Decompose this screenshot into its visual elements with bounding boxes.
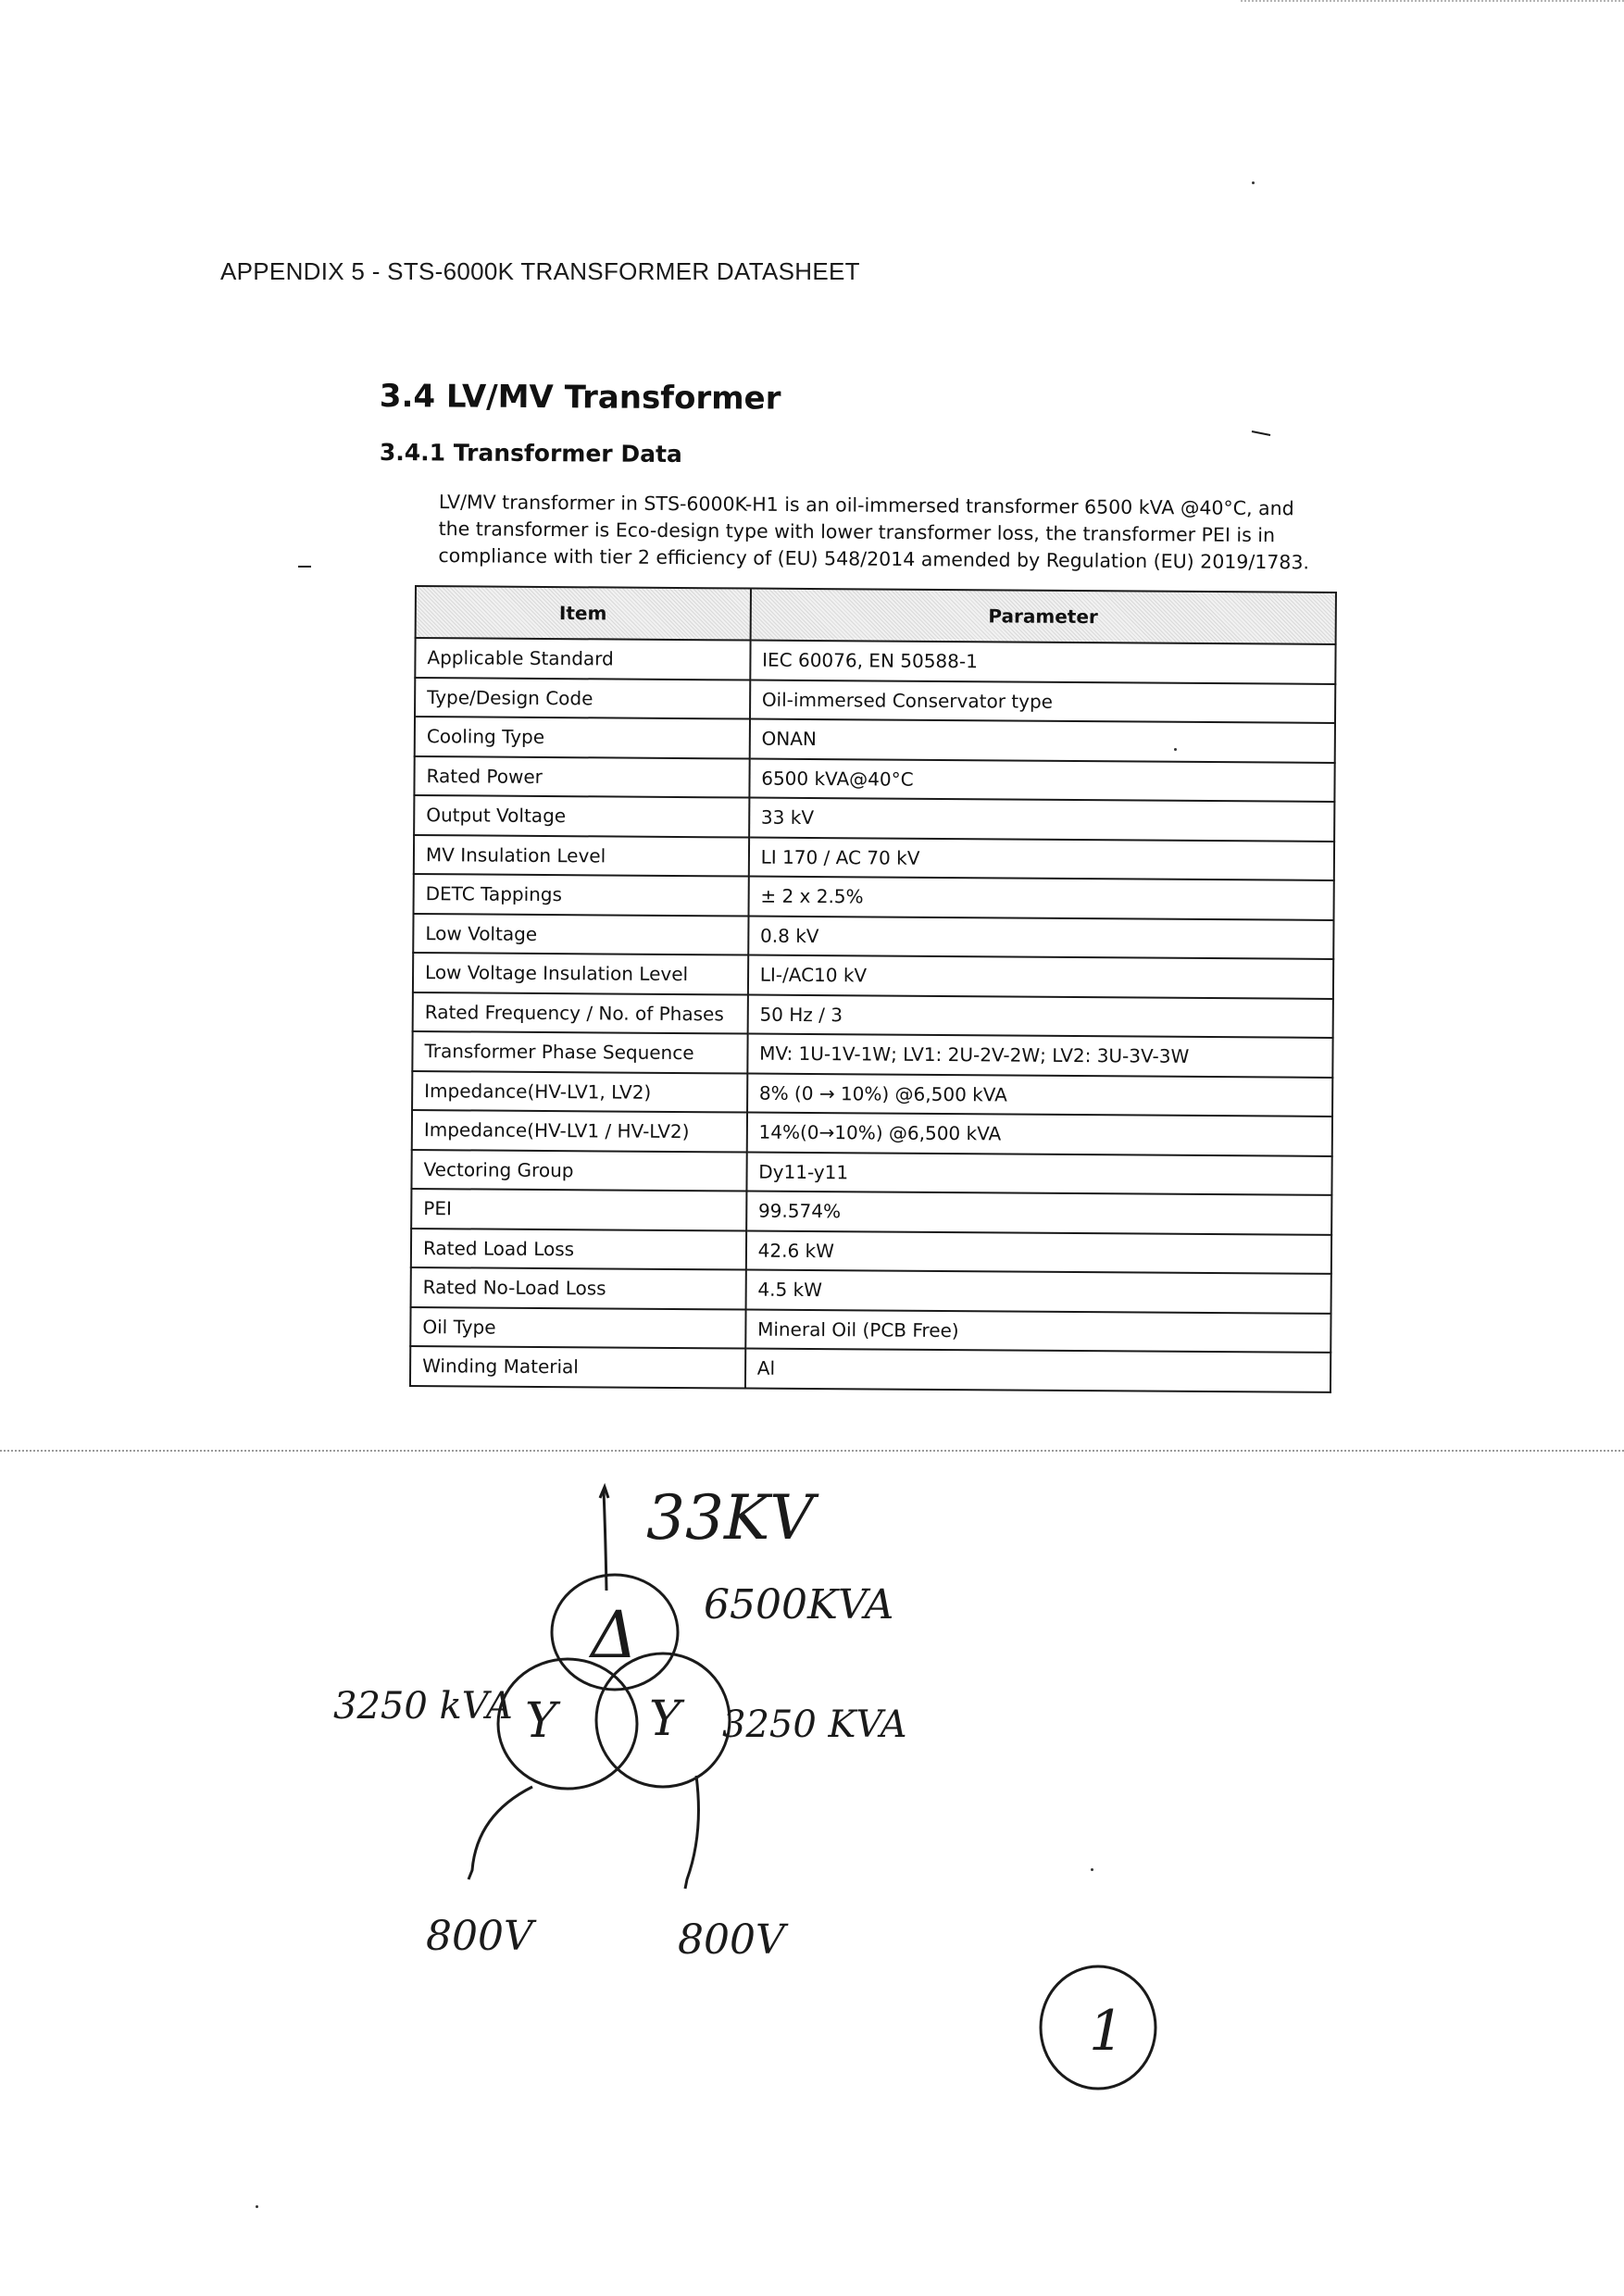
parameter-cell: 14%(0→10%) @6,500 kVA bbox=[746, 1113, 1332, 1156]
item-cell: Impedance(HV-LV1, LV2) bbox=[412, 1070, 747, 1112]
item-cell: Cooling Type bbox=[415, 717, 750, 758]
wye-icon-right: Y bbox=[649, 1691, 681, 1747]
item-cell: Oil Type bbox=[410, 1306, 745, 1348]
scan-speck bbox=[1091, 1868, 1093, 1871]
item-cell: Rated Frequency / No. of Phases bbox=[413, 992, 748, 1033]
lv2-lead-line bbox=[685, 1776, 698, 1889]
item-cell: Low Voltage Insulation Level bbox=[413, 953, 748, 994]
parameter-cell: Mineral Oil (PCB Free) bbox=[745, 1309, 1331, 1353]
parameter-cell: Al bbox=[745, 1349, 1331, 1392]
item-cell: DETC Tappings bbox=[414, 874, 749, 916]
parameter-cell: 33 kV bbox=[749, 798, 1335, 842]
parameter-cell: 42.6 kW bbox=[746, 1230, 1332, 1274]
parameter-cell: 4.5 kW bbox=[745, 1270, 1331, 1314]
parameter-cell: 6500 kVA@40°C bbox=[749, 758, 1335, 802]
item-cell: Vectoring Group bbox=[411, 1149, 746, 1191]
intro-line: LV/MV transformer in STS-6000K-H1 is an oil-immersed transformer 6500 kVA @40°C, and bbox=[438, 490, 1294, 520]
parameter-cell: ± 2 x 2.5% bbox=[748, 877, 1334, 920]
parameter-cell: 8% (0 → 10%) @6,500 kVA bbox=[747, 1073, 1333, 1117]
lv2-power-label: 3250 KVA bbox=[722, 1703, 907, 1746]
parameter-cell: 50 Hz / 3 bbox=[747, 994, 1333, 1038]
scan-speck bbox=[1174, 748, 1177, 751]
parameter-cell: ONAN bbox=[749, 719, 1335, 763]
item-cell: Impedance(HV-LV1 / HV-LV2) bbox=[412, 1110, 747, 1152]
appendix-title: APPENDIX 5 - STS-6000K TRANSFORMER DATASHEET bbox=[220, 257, 860, 285]
lv1-voltage-label: 800V bbox=[426, 1913, 533, 1960]
intro-line: the transformer is Eco-design type with lower transformer loss, the transformer PEI is in bbox=[438, 517, 1276, 547]
parameter-cell: 99.574% bbox=[746, 1192, 1332, 1235]
wye-icon-left: Y bbox=[525, 1693, 557, 1749]
item-cell: Type/Design Code bbox=[415, 678, 750, 719]
item-cell: Rated No-Load Loss bbox=[411, 1267, 746, 1309]
section-heading: 3.4 LV/MV Transformer bbox=[379, 378, 781, 418]
column-header-parameter: Parameter bbox=[750, 589, 1336, 644]
delta-icon: Δ bbox=[591, 1597, 638, 1673]
item-cell: Output Voltage bbox=[414, 795, 749, 837]
parameter-cell: LI 170 / AC 70 kV bbox=[749, 837, 1335, 880]
parameter-cell: LI-/AC10 kV bbox=[748, 955, 1334, 999]
item-cell: Applicable Standard bbox=[415, 638, 750, 680]
lv1-power-label: 3250 kVA bbox=[333, 1685, 513, 1728]
column-header-item: Item bbox=[416, 586, 751, 641]
hv-voltage-label: 33KV bbox=[646, 1482, 814, 1554]
item-cell: Rated Load Loss bbox=[411, 1228, 746, 1269]
hv-power-label: 6500KVA bbox=[704, 1581, 894, 1628]
lv1-lead-line bbox=[468, 1787, 532, 1879]
parameter-cell: Oil-immersed Conservator type bbox=[750, 680, 1336, 723]
scan-mark bbox=[1252, 431, 1270, 435]
item-cell: Winding Material bbox=[410, 1346, 745, 1388]
parameter-cell: MV: 1U-1V-1W; LV1: 2U-2V-2W; LV2: 3U-3V-3W bbox=[747, 1034, 1333, 1078]
item-cell: Transformer Phase Sequence bbox=[412, 1031, 747, 1073]
item-cell: Rated Power bbox=[414, 756, 749, 798]
item-cell: Low Voltage bbox=[413, 913, 748, 955]
parameter-cell: Dy11-y11 bbox=[746, 1152, 1332, 1195]
scan-speck bbox=[256, 2205, 258, 2208]
lv2-voltage-label: 800V bbox=[678, 1916, 785, 1964]
intro-line: compliance with tier 2 efficiency of (EU) 548/2014 amended by Regulation (EU) 2019/1783. bbox=[438, 543, 1310, 574]
item-cell: MV Insulation Level bbox=[414, 835, 749, 877]
scan-speck bbox=[1252, 181, 1255, 184]
subsection-heading: 3.4.1 Transformer Data bbox=[379, 439, 682, 468]
parameter-cell: IEC 60076, EN 50588-1 bbox=[750, 641, 1336, 684]
parameter-cell: 0.8 kV bbox=[748, 916, 1334, 959]
item-cell: PEI bbox=[411, 1189, 746, 1230]
page-number: 1 bbox=[1089, 1999, 1125, 2064]
